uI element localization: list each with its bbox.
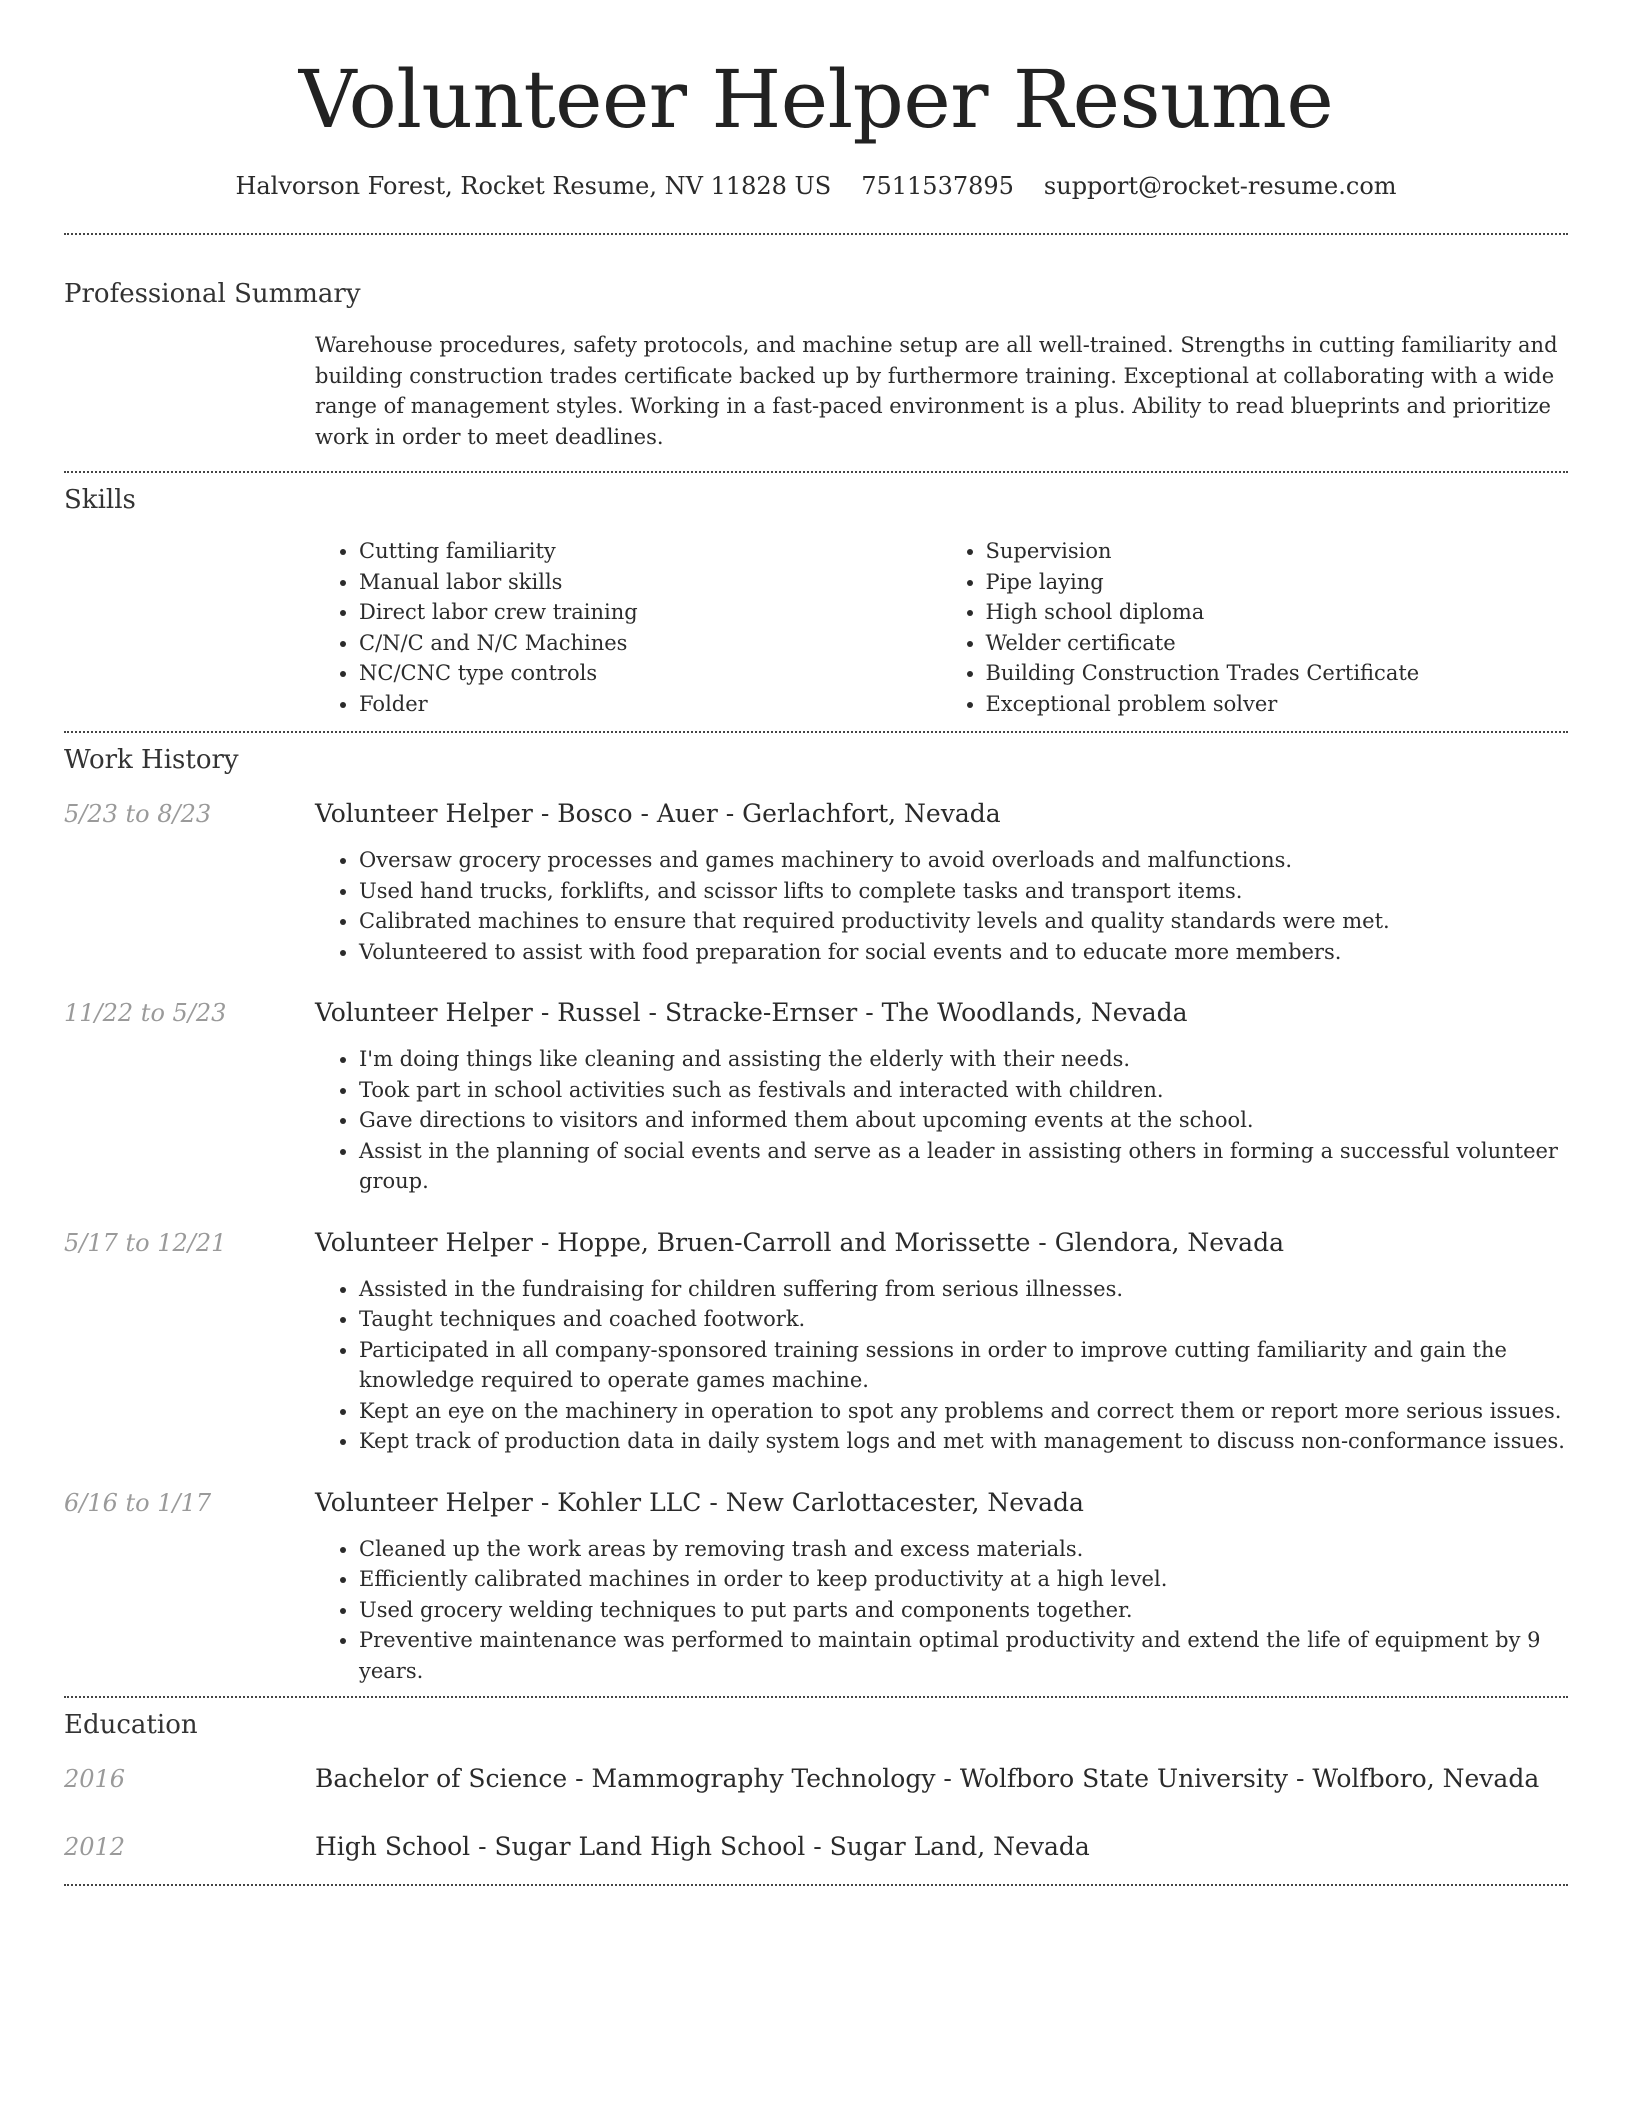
education-title: [315, 1762, 1539, 1796]
job-entry: [64, 1226, 1568, 1457]
job-employer: - Hoppe, Bruen-Carroll and Morissette - Glendora, Nevada: [532, 1227, 1284, 1257]
education-entry: [64, 1762, 1568, 1796]
job-bullet: • Cleaned up the work areas by removing trash and excess materials.: [359, 1534, 1568, 1565]
education-title: [315, 1830, 1090, 1864]
skill-item: • Pipe laying: [986, 567, 1569, 598]
job-header: [64, 1486, 1568, 1520]
job-employer: - Russel - Stracke-Ernser - The Woodlands, Nevada: [532, 998, 1188, 1027]
contact-line: [64, 170, 1568, 202]
divider: [64, 1884, 1568, 1886]
job-header: [64, 996, 1568, 1030]
job-bullet: • Volunteered to assist with food preparation for social events and to educate more members.: [359, 937, 1568, 968]
job-entry: [64, 1486, 1568, 1687]
skill-item: • Supervision: [986, 536, 1569, 567]
skills-list-right: [942, 536, 1569, 719]
job-role: Volunteer Helper: [315, 1487, 533, 1517]
job-employer: - Bosco - Auer - Gerlachfort, Nevada: [532, 799, 1001, 828]
contact-address: Halvorson Forest, Rocket Resume, NV 11828 US: [235, 172, 832, 200]
job-bullet: • Gave directions to visitors and informed them about upcoming events at the school.: [359, 1105, 1568, 1136]
skill-item: • C/N/C and N/C Machines: [359, 628, 942, 659]
divider: [64, 233, 1568, 235]
job-employer: - Kohler LLC - New Carlottacester, Nevada: [532, 1487, 1084, 1517]
job-title: [315, 1486, 1084, 1520]
skills-section: [64, 483, 1568, 719]
summary-text: Warehouse procedures, safety protocols, and machine setup are all well-trained. Strengths in cutting familiarity and building construction trades certificate backed up by furthermore training. Exceptional at collaborating with a wide range of management styles. Working in a fast-paced environment is a plus. Ability to read blueprints and prioritize work in order to meet deadlines.: [315, 333, 1558, 449]
resume-name: Volunteer Helper Resume: [298, 53, 1334, 146]
job-bullet: • Taught techniques and coached footwork.: [359, 1304, 1568, 1335]
job-bullet: • Preventive maintenance was performed to maintain optimal productivity and extend the life of equipment by 9 years.: [359, 1625, 1568, 1686]
section-title-skills: Skills: [64, 485, 136, 515]
job-dates: 11/22 to 5/23: [64, 999, 227, 1027]
job-title: [315, 797, 1001, 831]
skill-item: • Folder: [359, 689, 942, 720]
skills-columns: [315, 536, 1568, 719]
job-bullet: • Calibrated machines to ensure that required productivity levels and quality standards were met.: [359, 906, 1568, 937]
education-degree: High School: [315, 1832, 471, 1861]
job-role: Volunteer Helper: [315, 998, 533, 1027]
section-title-work: Work History: [64, 745, 239, 775]
job-bullet: • Took part in school activities such as festivals and interacted with children.: [359, 1075, 1568, 1106]
education-school: - Mammography Technology - Wolfboro State University - Wolfboro, Nevada: [567, 1764, 1540, 1793]
job-entry: [64, 797, 1568, 967]
skill-item: • Direct labor crew training: [359, 597, 942, 628]
education-year: 2016: [64, 1765, 126, 1793]
job-bullet: • Efficiently calibrated machines in order to keep productivity at a high level.: [359, 1564, 1568, 1595]
education-section: [64, 1708, 1568, 1864]
divider: [64, 471, 1568, 473]
job-bullet: • I'm doing things like cleaning and assisting the elderly with their needs.: [359, 1044, 1568, 1075]
job-role: Volunteer Helper: [315, 799, 533, 828]
section-title-summary: Professional Summary: [64, 279, 361, 309]
skills-list-left: [315, 536, 942, 719]
job-bullet: • Kept an eye on the machinery in operation to spot any problems and correct them or report more serious issues.: [359, 1396, 1568, 1427]
education-degree: Bachelor of Science: [315, 1764, 568, 1793]
skill-item: • Building Construction Trades Certificate: [986, 658, 1569, 689]
job-header: [64, 797, 1568, 831]
skill-item: • Cutting familiarity: [359, 536, 942, 567]
skill-item: • NC/CNC type controls: [359, 658, 942, 689]
skill-item: • Exceptional problem solver: [986, 689, 1569, 720]
skill-item: • High school diploma: [986, 597, 1569, 628]
job-role: Volunteer Helper: [315, 1227, 533, 1257]
job-bullet: • Used grocery welding techniques to put parts and components together.: [359, 1595, 1568, 1626]
job-title: [315, 996, 1188, 1030]
job-bullets: [315, 845, 1568, 967]
work-history-section: [64, 743, 1568, 1686]
contact-phone: 7511537895: [861, 172, 1014, 200]
job-bullets: [315, 1044, 1568, 1197]
education-entry: [64, 1830, 1568, 1864]
job-title: [315, 1226, 1284, 1260]
job-header: [64, 1226, 1568, 1260]
skill-item: • Welder certificate: [986, 628, 1569, 659]
contact-email: support@rocket-resume.com: [1043, 172, 1397, 200]
skill-item: • Manual labor skills: [359, 567, 942, 598]
job-dates: 5/17 to 12/21: [64, 1228, 227, 1257]
divider: [64, 731, 1568, 733]
education-year: 2012: [64, 1833, 126, 1861]
summary-section: [64, 277, 1568, 452]
job-bullet: • Assisted in the fundraising for children suffering from serious illnesses.: [359, 1274, 1568, 1305]
resume-page: [64, 0, 1568, 1886]
job-bullet: • Used hand trucks, forklifts, and scissor lifts to complete tasks and transport items.: [359, 876, 1568, 907]
job-bullets: [315, 1274, 1568, 1457]
job-bullet: • Participated in all company-sponsored training sessions in order to improve cutting familiarity and gain the knowledge required to operate games machine.: [359, 1335, 1568, 1396]
job-bullet: • Assist in the planning of social events and serve as a leader in assisting others in forming a successful volunteer group.: [359, 1136, 1568, 1197]
job-entry: [64, 996, 1568, 1197]
section-title-education: Education: [64, 1710, 198, 1740]
job-dates: 6/16 to 1/17: [64, 1488, 212, 1517]
job-dates: 5/23 to 8/23: [64, 800, 212, 828]
education-school: - Sugar Land High School - Sugar Land, Nevada: [470, 1832, 1090, 1861]
job-bullets: [315, 1534, 1568, 1687]
divider: [64, 1696, 1568, 1698]
job-bullet: • Kept track of production data in daily system logs and met with management to discuss non-conformance issues.: [359, 1426, 1568, 1457]
job-bullet: • Oversaw grocery processes and games machinery to avoid overloads and malfunctions.: [359, 845, 1568, 876]
